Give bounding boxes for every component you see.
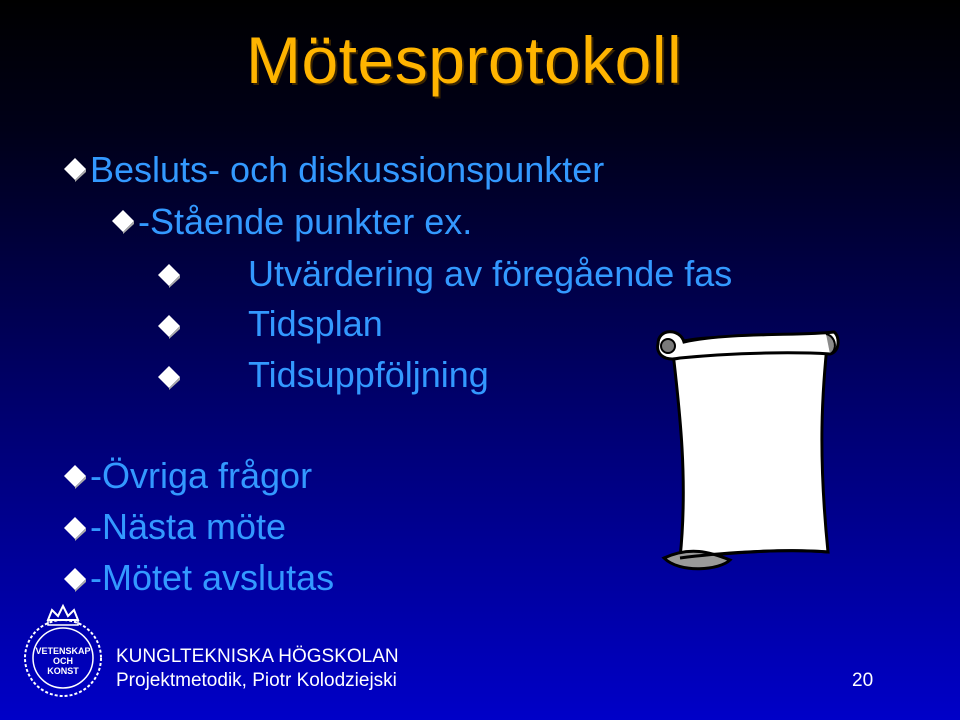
diamond-bullet-icon	[156, 364, 182, 390]
diamond-bullet-icon	[62, 463, 88, 489]
slide-title: Mötesprotokoll	[246, 23, 683, 97]
diamond-bullet-icon	[62, 515, 88, 541]
logo-text-2: OCH	[53, 656, 73, 666]
item-nasta: -Nästa möte	[90, 506, 287, 547]
item-besluts: Besluts- och diskussionspunkter	[90, 149, 605, 190]
kth-crest-icon	[18, 602, 108, 702]
item-avslutas: -Mötet avslutas	[90, 557, 335, 598]
item-ovriga: -Övriga frågor	[90, 455, 313, 496]
diamond-bullet-icon	[62, 156, 88, 182]
item-tidsplan: Tidsplan	[248, 303, 383, 344]
item-tidsuppfoljning: Tidsuppföljning	[248, 354, 489, 395]
school-name: KUNGLTEKNISKA HÖGSKOLAN	[116, 646, 399, 667]
page-number: 20	[852, 670, 874, 691]
logo-text-1: VETENSKAP	[35, 646, 91, 656]
paper-scroll-icon	[650, 322, 840, 574]
diamond-bullet-icon	[156, 262, 182, 288]
logo-text-3: KONST	[47, 666, 79, 676]
footer-author: Projektmetodik, Piotr Kolodziejski	[116, 670, 397, 691]
diamond-bullet-icon	[156, 313, 182, 339]
diamond-bullet-icon	[62, 566, 88, 592]
diamond-bullet-icon	[110, 208, 136, 234]
item-utvardering: Utvärdering av föregående fas	[248, 253, 733, 294]
item-staende: -Stående punkter ex.	[138, 201, 473, 242]
